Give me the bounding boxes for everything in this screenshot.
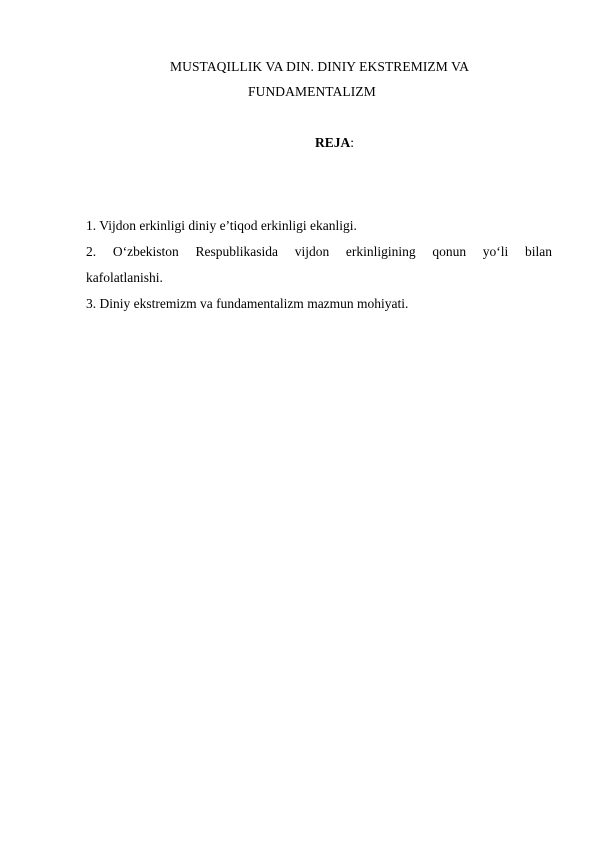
- document-title-line-1: MUSTAQILLIK VA DIN. DINIY EKSTREMIZM VA: [170, 59, 470, 74]
- plan-item-1: 1. Vijdon erkinligi diniy e’tiqod erkinligi ekanligi.: [86, 218, 357, 233]
- plan-list: [86, 213, 552, 317]
- document-title-line-2: FUNDAMENTALIZM: [248, 84, 376, 99]
- plan-item-2-line-1: 2. O‘zbekiston Respublikasida vijdon erkinligining qonun yo‘li bilan: [86, 244, 552, 259]
- plan-item-3: 3. Diniy ekstremizm va fundamentalizm mazmun mohiyati.: [86, 296, 409, 311]
- plan-heading-label: REJA: [315, 135, 351, 150]
- plan-item-2: [86, 239, 552, 291]
- plan-heading: [315, 135, 354, 151]
- plan-item-2-line-2: kafolatlanishi.: [86, 270, 163, 285]
- plan-heading-colon: :: [350, 135, 355, 150]
